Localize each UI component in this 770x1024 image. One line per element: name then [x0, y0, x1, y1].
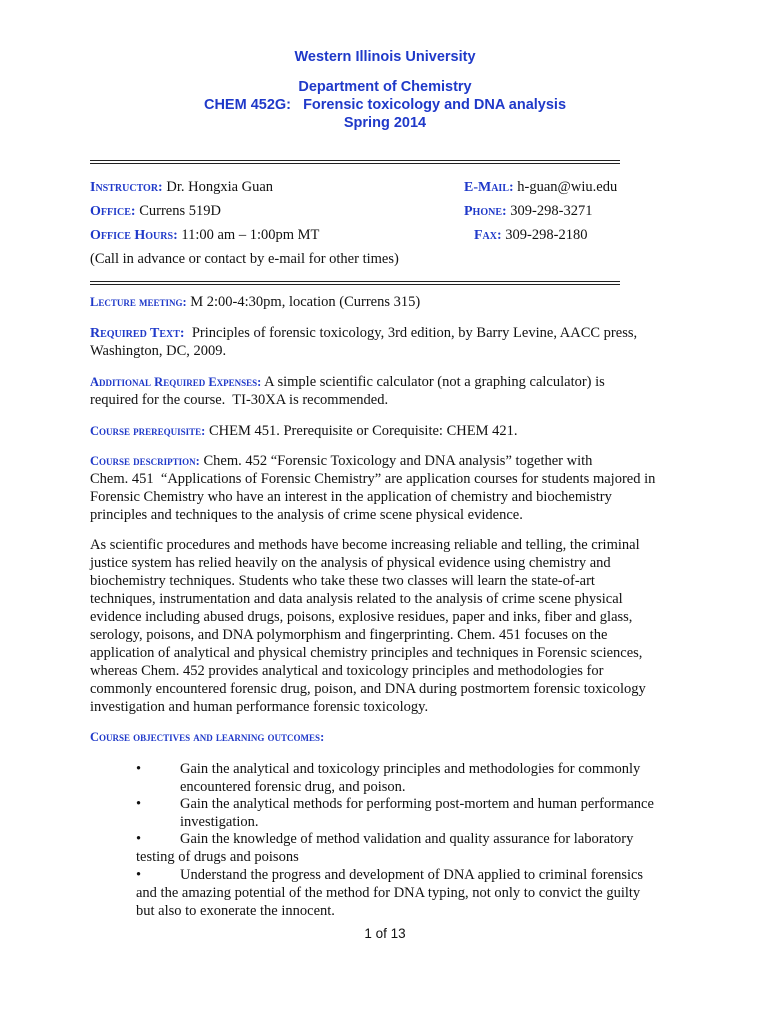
paragraph-line: commonly encountered forensic drug, poison, and DNA during postmortem forensic toxicology [90, 681, 646, 697]
objective-4-line3: but also to exonerate the innocent. [136, 903, 335, 919]
paragraph-line: biochemistry techniques. Students who take these two classes will learn the state-of-art [90, 573, 595, 589]
description-line3: Forensic Chemistry who have an interest in the application of chemistry and biochemistry [90, 489, 612, 505]
term-title: Spring 2014 [343, 115, 427, 131]
required-text-line2: Washington, DC, 2009. [90, 343, 227, 359]
objective-1-line2: encountered forensic drug, and poison. [180, 779, 406, 795]
office-value: Currens 519D [139, 203, 221, 219]
office-hours-row [90, 226, 319, 245]
paragraph-line: application of analytical and physical chemistry principles and techniques in Forensic sciences, [90, 645, 643, 661]
required-text-label: Required Text: [90, 326, 185, 341]
objective-1-line1: Gain the analytical and toxicology principles and methodologies for commonly [180, 761, 641, 777]
course-title: CHEM 452G: Forensic toxicology and DNA analysis [203, 97, 567, 113]
email-value[interactable]: h-guan@wiu.edu [517, 179, 618, 195]
paragraph-line: justice system has relied heavily on the analysis of physical evidence using chemistry and [90, 555, 611, 571]
fax-value: 309-298-2180 [505, 227, 588, 243]
paragraph-line: whereas Chem. 452 provides analytical and toxicology principles and methodologies for [90, 663, 604, 679]
lecture-label: Lecture meeting: [90, 295, 187, 309]
objective-3-line2: testing of drugs and poisons [136, 849, 299, 865]
fax-row [474, 226, 587, 245]
instructor-row [90, 178, 273, 197]
objectives-label: Course objectives and learning outcomes: [90, 730, 325, 744]
instructor-name: Dr. Hongxia Guan [166, 179, 274, 195]
bullet-marker: • [136, 796, 142, 812]
contact-divider [90, 281, 620, 285]
office-hours-label: Office Hours: [90, 228, 178, 243]
prerequisite-value: CHEM 451. Prerequisite or Corequisite: CHEM 421. [208, 423, 518, 439]
phone-label: Phone: [464, 204, 507, 219]
prerequisite-label: Course prerequisite: [90, 424, 206, 438]
expenses-label: Additional Required Expenses: [90, 375, 262, 389]
lecture-value: M 2:00-4:30pm, location (Currens 315) [190, 294, 421, 310]
email-label: E-Mail: [464, 180, 514, 195]
page-number: 1 of 13 [364, 926, 406, 941]
description-line4: principles and techniques to the analysis of crime scene physical evidence. [90, 507, 523, 523]
fax-label: Fax: [474, 228, 502, 243]
objectives-heading [90, 728, 324, 746]
bullet-marker: • [136, 761, 142, 777]
objective-2-line2: investigation. [180, 814, 259, 830]
office-row [90, 202, 221, 221]
paragraph-line: techniques, instrumentation and data analysis related to the analysis of crime scene physical [90, 591, 623, 607]
office-label: Office: [90, 204, 136, 219]
lecture-row [90, 293, 420, 311]
objective-3-line1: Gain the knowledge of method validation and quality assurance for laboratory [180, 831, 634, 847]
email-row [464, 178, 617, 197]
description-text: Chem. 452 “Forensic Toxicology and DNA analysis” together with [203, 453, 593, 469]
bullet-marker: • [136, 867, 142, 883]
expenses-line2: required for the course. TI-30XA is recommended. [90, 392, 389, 408]
description-line1 [90, 452, 592, 470]
description-line2: Chem. 451 “Applications of Forensic Chemistry” are application courses for students majored in [90, 471, 656, 487]
paragraph-line: evidence including abused drugs, poisons, explosive residues, paper and inks, fiber and glass, [90, 609, 633, 625]
office-hours-value: 11:00 am – 1:00pm MT [181, 227, 320, 243]
prerequisite-row [90, 422, 517, 440]
required-text-value: Principles of forensic toxicology, 3rd edition, by Barry Levine, AACC press, [191, 325, 638, 341]
instructor-label: Instructor: [90, 180, 163, 195]
university-title: Western Illinois University [294, 49, 476, 65]
department-title: Department of Chemistry [298, 79, 472, 95]
paragraph-line: As scientific procedures and methods have become increasing reliable and telling, the criminal [90, 537, 640, 553]
objective-4-line2: and the amazing potential of the method for DNA typing, not only to convict the guilty [136, 885, 641, 901]
objective-2-line1: Gain the analytical methods for performing post-mortem and human performance [180, 796, 654, 812]
bullet-marker: • [136, 831, 142, 847]
phone-row [464, 202, 592, 221]
expenses-line1 [90, 373, 605, 391]
paragraph-line: investigation and human performance forensic toxicology. [90, 699, 429, 715]
contact-note: (Call in advance or contact by e-mail for other times) [90, 251, 399, 267]
expenses-value: A simple scientific calculator (not a graphing calculator) is [264, 374, 605, 390]
paragraph-line: serology, poisons, and DNA polymorphism and fingerprinting. Chem. 451 focuses on the [90, 627, 608, 643]
description-label: Course description: [90, 454, 200, 468]
required-text-line1 [90, 324, 637, 343]
phone-value: 309-298-3271 [510, 203, 593, 219]
top-divider [90, 160, 620, 164]
objective-4-line1: Understand the progress and development of DNA applied to criminal forensics [180, 867, 644, 883]
